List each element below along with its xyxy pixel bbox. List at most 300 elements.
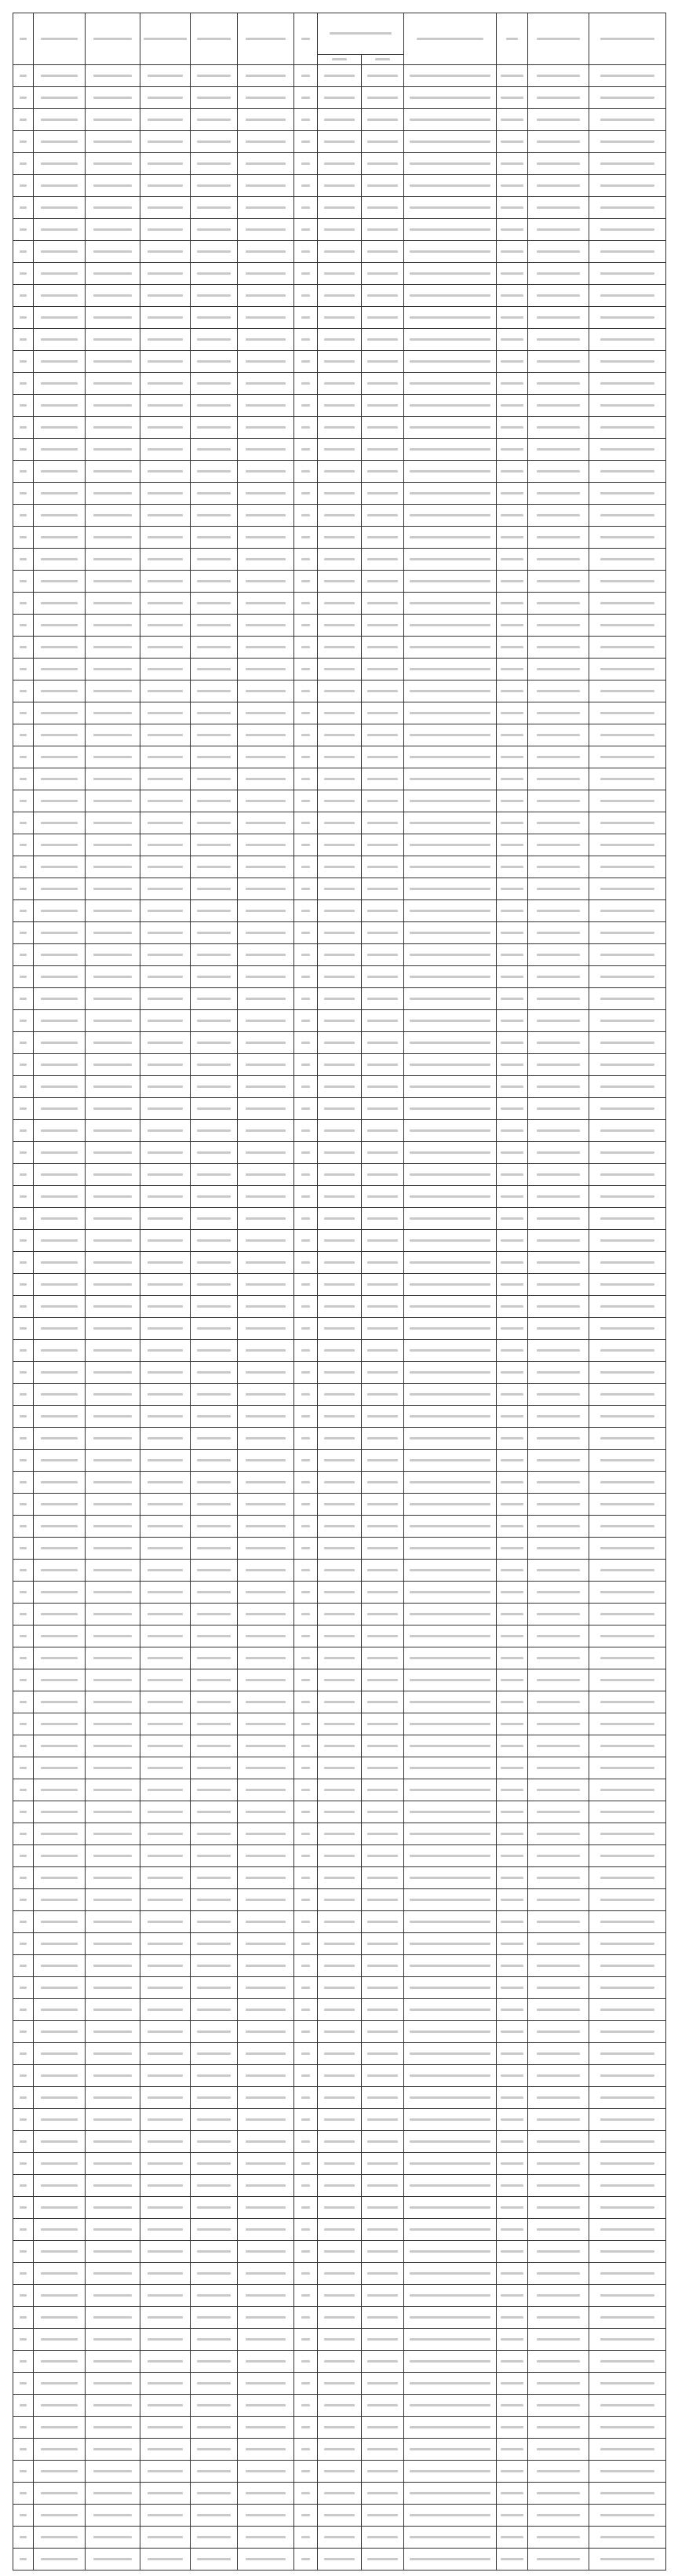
cell-unit (34, 1889, 86, 1911)
illegible-text-placeholder (367, 558, 397, 560)
illegible-text-placeholder (93, 140, 133, 143)
cell-description (404, 329, 497, 351)
cell-phone (528, 1494, 589, 1516)
cell-phone (528, 175, 589, 197)
table-row (13, 2395, 666, 2417)
illegible-text-placeholder (501, 1965, 523, 1967)
illegible-text-placeholder (501, 2184, 523, 2187)
table-row (13, 812, 666, 834)
cell-education (191, 329, 238, 351)
cell-time (318, 2395, 362, 2417)
cell-major (238, 1845, 294, 1867)
cell-seq (13, 1516, 34, 1538)
cell-major (238, 834, 294, 856)
cell-phone (528, 549, 589, 571)
illegible-text-placeholder (410, 1987, 490, 1989)
cell-count (294, 988, 318, 1010)
illegible-text-placeholder (501, 2536, 523, 2538)
illegible-text-placeholder (537, 1723, 580, 1725)
cell-unit (34, 1120, 86, 1142)
illegible-text-placeholder (537, 404, 580, 407)
illegible-text-placeholder (537, 1657, 580, 1659)
illegible-text-placeholder (246, 866, 286, 868)
illegible-text-placeholder (410, 1503, 490, 1505)
illegible-text-placeholder (93, 1129, 133, 1132)
illegible-text-placeholder (410, 1591, 490, 1593)
cell-major (238, 1120, 294, 1142)
cell-phone (528, 1186, 589, 1208)
cell-place (362, 659, 404, 680)
cell-major (238, 2197, 294, 2219)
cell-contact (497, 2373, 528, 2395)
cell-position (86, 2241, 140, 2263)
cell-unit (34, 2175, 86, 2197)
cell-description (404, 2285, 497, 2307)
cell-email (589, 2549, 666, 2571)
illegible-text-placeholder (93, 338, 133, 341)
table-row (13, 988, 666, 1010)
illegible-text-placeholder (537, 800, 580, 802)
illegible-text-placeholder (41, 1899, 78, 1901)
cell-contact (497, 1999, 528, 2021)
cell-contact (497, 1406, 528, 1428)
cell-phone (528, 131, 589, 153)
illegible-text-placeholder (20, 514, 27, 516)
illegible-text-placeholder (148, 690, 183, 692)
cell-major (238, 1823, 294, 1845)
illegible-text-placeholder (324, 1085, 355, 1088)
cell-description (404, 2175, 497, 2197)
illegible-text-placeholder (501, 976, 523, 978)
cell-seq (13, 944, 34, 966)
cell-time (318, 219, 362, 241)
illegible-text-placeholder (501, 1591, 523, 1593)
cell-major (238, 1867, 294, 1889)
cell-description (404, 2263, 497, 2285)
cell-category (140, 1362, 191, 1384)
illegible-text-placeholder (537, 2250, 580, 2253)
illegible-text-placeholder (410, 1283, 490, 1286)
cell-email (589, 1560, 666, 1582)
illegible-text-placeholder (41, 228, 78, 231)
cell-category (140, 1186, 191, 1208)
cell-position (86, 966, 140, 988)
cell-time (318, 1516, 362, 1538)
illegible-text-placeholder (537, 1987, 580, 1989)
cell-position (86, 395, 140, 417)
illegible-text-placeholder (148, 1943, 183, 1945)
illegible-text-placeholder (301, 1437, 309, 1439)
illegible-text-placeholder (246, 1239, 286, 1242)
cell-seq (13, 834, 34, 856)
cell-time (318, 1845, 362, 1867)
illegible-text-placeholder (410, 2338, 490, 2341)
cell-email (589, 659, 666, 680)
cell-contact (497, 2175, 528, 2197)
cell-email (589, 2351, 666, 2373)
illegible-text-placeholder (537, 1833, 580, 1835)
illegible-text-placeholder (246, 140, 286, 143)
cell-position (86, 1186, 140, 1208)
illegible-text-placeholder (20, 2096, 27, 2099)
illegible-text-placeholder (501, 2514, 523, 2516)
cell-category (140, 1867, 191, 1889)
table-row (13, 87, 666, 109)
cell-email (589, 2329, 666, 2351)
illegible-text-placeholder (367, 250, 397, 253)
cell-position (86, 1472, 140, 1494)
illegible-text-placeholder (410, 2074, 490, 2077)
cell-count (294, 1362, 318, 1384)
cell-phone (528, 1384, 589, 1406)
illegible-text-placeholder (20, 1151, 27, 1154)
illegible-text-placeholder (501, 2426, 523, 2428)
illegible-text-placeholder (20, 536, 27, 538)
cell-email (589, 1362, 666, 1384)
cell-phone (528, 1955, 589, 1977)
cell-phone (528, 351, 589, 373)
cell-seq (13, 746, 34, 768)
cell-seq (13, 1186, 34, 1208)
illegible-text-placeholder (367, 2294, 397, 2297)
illegible-text-placeholder (537, 2316, 580, 2319)
illegible-text-placeholder (324, 624, 355, 626)
illegible-text-placeholder (20, 624, 27, 626)
illegible-text-placeholder (93, 1943, 133, 1945)
illegible-text-placeholder (148, 1525, 183, 1527)
illegible-text-placeholder (246, 2228, 286, 2231)
illegible-text-placeholder (148, 2558, 183, 2560)
illegible-text-placeholder (93, 1635, 133, 1637)
cell-time (318, 2153, 362, 2175)
illegible-text-placeholder (501, 2074, 523, 2077)
cell-education (191, 2549, 238, 2571)
illegible-text-placeholder (93, 888, 133, 890)
illegible-text-placeholder (197, 2118, 230, 2121)
illegible-text-placeholder (148, 1965, 183, 1967)
illegible-text-placeholder (324, 272, 355, 275)
illegible-text-placeholder (537, 2360, 580, 2363)
cell-email (589, 768, 666, 790)
illegible-text-placeholder (410, 294, 490, 297)
illegible-text-placeholder (301, 690, 309, 692)
illegible-text-placeholder (367, 1415, 397, 1418)
illegible-text-placeholder (537, 1283, 580, 1286)
illegible-text-placeholder (537, 1151, 580, 1154)
cell-count (294, 527, 318, 549)
cell-position (86, 790, 140, 812)
illegible-text-placeholder (93, 2448, 133, 2450)
illegible-text-placeholder (301, 2492, 309, 2494)
illegible-text-placeholder (324, 140, 355, 143)
illegible-text-placeholder (41, 1151, 78, 1154)
cell-time (318, 1494, 362, 1516)
cell-description (404, 65, 497, 87)
cell-email (589, 307, 666, 329)
cell-time (318, 1142, 362, 1164)
cell-description (404, 175, 497, 197)
table-row (13, 1516, 666, 1538)
illegible-text-placeholder (246, 75, 286, 77)
cell-contact (497, 2241, 528, 2263)
illegible-text-placeholder (301, 1613, 309, 1615)
cell-place (362, 922, 404, 944)
cell-category (140, 1955, 191, 1977)
cell-time (318, 329, 362, 351)
cell-contact (497, 1669, 528, 1691)
cell-description (404, 439, 497, 461)
illegible-text-placeholder (501, 1217, 523, 1220)
cell-unit (34, 1450, 86, 1472)
cell-position (86, 1010, 140, 1032)
illegible-text-placeholder (324, 1613, 355, 1615)
illegible-text-placeholder (197, 2404, 230, 2406)
cell-time (318, 1472, 362, 1494)
illegible-text-placeholder (93, 2184, 133, 2187)
table-row (13, 1362, 666, 1384)
cell-seq (13, 812, 34, 834)
table-row (13, 439, 666, 461)
cell-place (362, 329, 404, 351)
cell-position (86, 1340, 140, 1362)
cell-time (318, 1428, 362, 1450)
cell-contact (497, 1340, 528, 1362)
cell-contact (497, 2197, 528, 2219)
illegible-text-placeholder (246, 1459, 286, 1461)
illegible-text-placeholder (367, 1943, 397, 1945)
illegible-text-placeholder (197, 1151, 230, 1154)
illegible-text-placeholder (93, 1481, 133, 1483)
cell-category (140, 702, 191, 724)
cell-category (140, 307, 191, 329)
illegible-text-placeholder (410, 1481, 490, 1483)
illegible-text-placeholder (246, 624, 286, 626)
illegible-text-placeholder (301, 1042, 309, 1044)
cell-description (404, 1296, 497, 1318)
illegible-text-placeholder (367, 1613, 397, 1615)
illegible-text-placeholder (41, 1327, 78, 1330)
cell-position (86, 2483, 140, 2505)
illegible-text-placeholder (197, 184, 230, 187)
illegible-text-placeholder (537, 734, 580, 736)
illegible-text-placeholder (367, 580, 397, 582)
illegible-text-placeholder (93, 2074, 133, 2077)
cell-email (589, 219, 666, 241)
cell-seq (13, 1713, 34, 1735)
cell-seq (13, 1340, 34, 1362)
cell-major (238, 1362, 294, 1384)
illegible-text-placeholder (501, 1811, 523, 1813)
table-row (13, 1494, 666, 1516)
table-row (13, 1669, 666, 1691)
cell-phone (528, 856, 589, 878)
cell-email (589, 263, 666, 285)
illegible-text-placeholder (324, 1767, 355, 1769)
cell-major (238, 2351, 294, 2373)
cell-unit (34, 2043, 86, 2065)
cell-unit (34, 2021, 86, 2043)
cell-email (589, 1406, 666, 1428)
illegible-text-placeholder (20, 1789, 27, 1791)
table-row (13, 2219, 666, 2241)
cell-description (404, 2549, 497, 2571)
illegible-text-placeholder (41, 1657, 78, 1659)
illegible-text-placeholder (20, 1525, 27, 1527)
illegible-text-placeholder (148, 844, 183, 846)
cell-email (589, 1032, 666, 1054)
illegible-text-placeholder (410, 954, 490, 956)
cell-count (294, 65, 318, 87)
cell-position (86, 1164, 140, 1186)
cell-email (589, 878, 666, 900)
illegible-text-placeholder (600, 1789, 655, 1791)
illegible-text-placeholder (93, 976, 133, 978)
cell-major (238, 1955, 294, 1977)
illegible-text-placeholder (41, 888, 78, 890)
illegible-text-placeholder (301, 2140, 309, 2143)
cell-email (589, 2307, 666, 2329)
cell-phone (528, 1713, 589, 1735)
cell-category (140, 1208, 191, 1230)
illegible-text-placeholder (93, 1921, 133, 1923)
illegible-text-placeholder (197, 2250, 230, 2253)
illegible-text-placeholder (410, 2206, 490, 2209)
cell-count (294, 1428, 318, 1450)
illegible-text-placeholder (501, 1833, 523, 1835)
illegible-text-placeholder (20, 272, 27, 275)
cell-position (86, 2197, 140, 2219)
illegible-text-placeholder (410, 2118, 490, 2121)
illegible-text-placeholder (600, 2316, 655, 2319)
cell-position (86, 1823, 140, 1845)
cell-major (238, 1098, 294, 1120)
cell-category (140, 373, 191, 395)
illegible-text-placeholder (537, 1415, 580, 1418)
cell-unit (34, 1626, 86, 1647)
cell-description (404, 1823, 497, 1845)
illegible-text-placeholder (537, 514, 580, 516)
cell-time (318, 2109, 362, 2131)
cell-position (86, 417, 140, 439)
illegible-text-placeholder (41, 734, 78, 736)
cell-time (318, 593, 362, 615)
illegible-text-placeholder (367, 1085, 397, 1088)
cell-phone (528, 1296, 589, 1318)
illegible-text-placeholder (41, 558, 78, 560)
cell-seq (13, 1318, 34, 1340)
cell-major (238, 483, 294, 505)
cell-major (238, 2461, 294, 2483)
cell-count (294, 702, 318, 724)
illegible-text-placeholder (301, 1327, 309, 1330)
illegible-text-placeholder (148, 778, 183, 780)
cell-major (238, 1384, 294, 1406)
illegible-text-placeholder (20, 602, 27, 604)
cell-education (191, 461, 238, 483)
cell-phone (528, 417, 589, 439)
cell-place (362, 109, 404, 131)
illegible-text-placeholder (246, 1877, 286, 1879)
illegible-text-placeholder (367, 140, 397, 143)
cell-count (294, 944, 318, 966)
cell-major (238, 2307, 294, 2329)
cell-category (140, 2351, 191, 2373)
illegible-text-placeholder (93, 822, 133, 824)
cell-major (238, 988, 294, 1010)
illegible-text-placeholder (537, 272, 580, 275)
illegible-text-placeholder (600, 822, 655, 824)
cell-major (238, 1010, 294, 1032)
cell-place (362, 549, 404, 571)
cell-contact (497, 417, 528, 439)
illegible-text-placeholder (197, 800, 230, 802)
illegible-text-placeholder (148, 1613, 183, 1615)
cell-email (589, 329, 666, 351)
cell-contact (497, 351, 528, 373)
illegible-text-placeholder (197, 1877, 230, 1879)
table-row (13, 241, 666, 263)
cell-contact (497, 2153, 528, 2175)
illegible-text-placeholder (41, 2470, 78, 2472)
cell-time (318, 702, 362, 724)
cell-unit (34, 1472, 86, 1494)
illegible-text-placeholder (410, 844, 490, 846)
cell-seq (13, 1604, 34, 1626)
cell-time (318, 1054, 362, 1076)
cell-place (362, 285, 404, 307)
cell-description (404, 1032, 497, 1054)
cell-time (318, 263, 362, 285)
cell-description (404, 1867, 497, 1889)
cell-place (362, 790, 404, 812)
illegible-text-placeholder (301, 1217, 309, 1220)
cell-email (589, 1472, 666, 1494)
cell-contact (497, 483, 528, 505)
cell-place (362, 1296, 404, 1318)
cell-contact (497, 944, 528, 966)
cell-time (318, 724, 362, 746)
job-listing-table (13, 13, 666, 2571)
cell-count (294, 175, 318, 197)
cell-email (589, 812, 666, 834)
illegible-text-placeholder (20, 2272, 27, 2275)
cell-time (318, 2219, 362, 2241)
illegible-text-placeholder (246, 184, 286, 187)
cell-phone (528, 1604, 589, 1626)
illegible-text-placeholder (537, 162, 580, 165)
illegible-text-placeholder (93, 404, 133, 407)
illegible-text-placeholder (301, 2558, 309, 2560)
cell-unit (34, 593, 86, 615)
table-row (13, 571, 666, 593)
cell-contact (497, 615, 528, 637)
illegible-text-placeholder (148, 668, 183, 670)
illegible-text-placeholder (93, 1393, 133, 1396)
illegible-text-placeholder (246, 1987, 286, 1989)
illegible-text-placeholder (537, 778, 580, 780)
illegible-text-placeholder (246, 119, 286, 121)
cell-seq (13, 527, 34, 549)
cell-unit (34, 1186, 86, 1208)
illegible-text-placeholder (246, 580, 286, 582)
cell-time (318, 856, 362, 878)
cell-education (191, 483, 238, 505)
cell-position (86, 197, 140, 219)
cell-category (140, 680, 191, 702)
cell-major (238, 2395, 294, 2417)
cell-seq (13, 65, 34, 87)
illegible-text-placeholder (246, 2140, 286, 2143)
